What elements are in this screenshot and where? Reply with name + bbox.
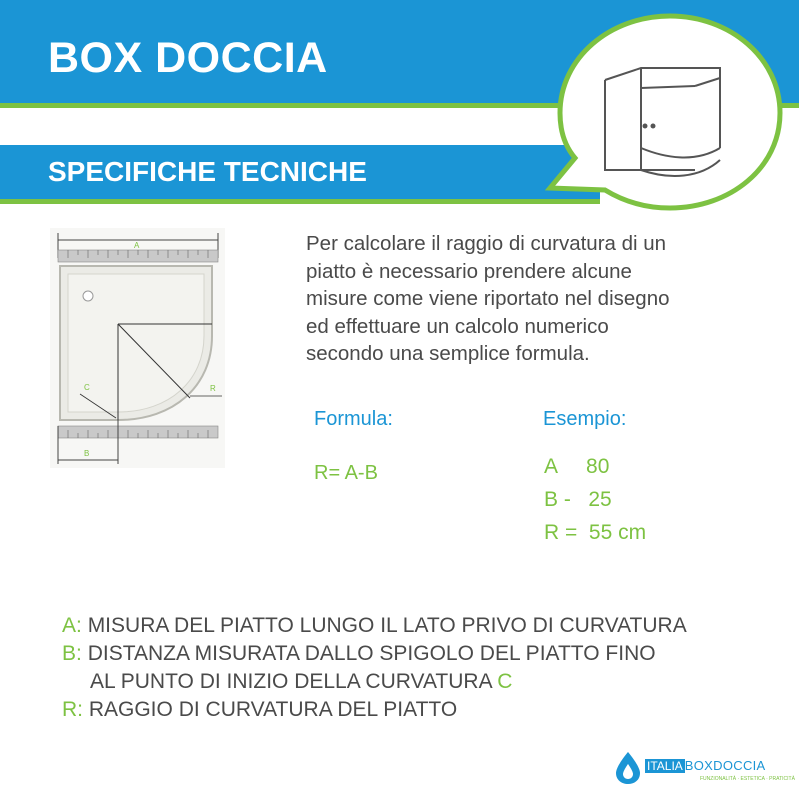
logo-italia: ITALIA bbox=[647, 759, 683, 773]
example-row-b: B - 25 bbox=[544, 488, 612, 511]
description-line: piatto è necessario prendere alcune bbox=[306, 259, 632, 283]
legend-text-b: DISTANZA MISURATA DALLO SPIGOLO DEL PIATTO FINO bbox=[87, 642, 656, 665]
subtitle-accent-strip bbox=[0, 199, 600, 204]
legend-text-r: RAGGIO DI CURVATURA DEL PIATTO bbox=[88, 698, 458, 721]
brand-logo bbox=[645, 758, 766, 773]
section-subtitle: SPECIFICHE TECNICHE bbox=[48, 156, 367, 187]
shower-box-icon bbox=[545, 8, 795, 228]
legend-item-b-cont bbox=[62, 668, 687, 696]
formula-value: R= A-B bbox=[314, 462, 378, 484]
legend-text-b2: AL PUNTO DI INIZIO DELLA CURVATURA bbox=[90, 670, 492, 693]
logo-boxdoccia: BOXDOCCIA bbox=[684, 758, 766, 773]
formula-label: Formula: bbox=[314, 408, 393, 430]
label-r: R bbox=[210, 384, 216, 393]
example-label: Esempio: bbox=[543, 408, 627, 430]
label-b: B bbox=[84, 449, 90, 458]
legend-text-a: MISURA DEL PIATTO LUNGO IL LATO PRIVO DI CURVATURA bbox=[87, 614, 687, 637]
label-a: A bbox=[134, 241, 140, 250]
description-line: misure come viene riportato nel disegno bbox=[306, 287, 670, 310]
legend-item-b bbox=[62, 640, 687, 668]
description-line: ed effettuare un calcolo numerico bbox=[306, 314, 609, 338]
label-c: C bbox=[84, 383, 90, 392]
legend bbox=[62, 612, 687, 724]
water-drop-logo-icon bbox=[613, 750, 643, 786]
description-text bbox=[306, 230, 726, 368]
logo-tagline: FUNZIONALITÀ · ESTETICA · PRATICITÀ bbox=[700, 776, 795, 782]
legend-key-r: R: bbox=[62, 698, 83, 721]
legend-item-a bbox=[62, 612, 687, 640]
legend-key-a: A: bbox=[62, 614, 82, 637]
legend-c-marker: C bbox=[497, 670, 513, 693]
shower-tray-diagram bbox=[50, 228, 225, 468]
description-line: Per calcolare il raggio di curvatura di un bbox=[306, 232, 667, 255]
example-row-r: R = 55 cm bbox=[544, 521, 647, 544]
example-row-a: A 80 bbox=[544, 455, 610, 478]
legend-key-b: B: bbox=[62, 642, 82, 665]
description-line: secondo una semplice formula. bbox=[306, 342, 590, 365]
page-title: BOX DOCCIA bbox=[48, 34, 328, 82]
legend-item-r bbox=[62, 696, 687, 724]
